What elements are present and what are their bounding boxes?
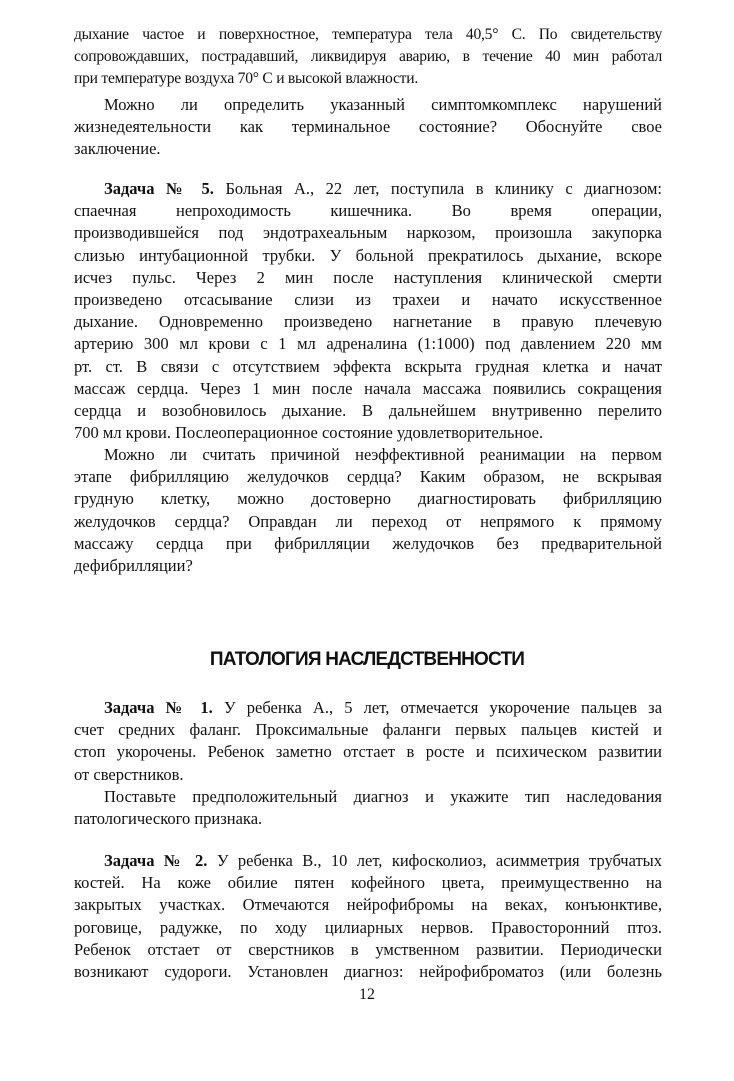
task-label: Задача № 1. (104, 698, 213, 717)
section-heading: ПАТОЛОГИЯ НАСЛЕДСТВЕННОСТИ (209, 649, 525, 670)
text-line: заключение. (74, 139, 161, 159)
task-1 (74, 697, 662, 786)
text-line: исчез пульс. Через 2 мин после наступления клинической смерти (74, 267, 662, 287)
paragraph-question (74, 94, 662, 161)
text-line: Можно ли определить указанный симптомкомплекс нарушений (104, 95, 662, 114)
text-line: закрытых участках. Отмечаются нейрофибромы на веках, конъюнктиве, (74, 895, 662, 915)
text-line: массажу сердца при фибрилляции желудочков без предварительной (74, 533, 662, 553)
text-line: 700 мл крови. Послеоперационное состояние удовлетворительное. (74, 423, 544, 443)
text-line: счет средних фаланг. Проксимальные фаланги первых пальцев кистей и (74, 720, 662, 740)
task-label: Задача № 5. (104, 179, 214, 198)
task-text: У ребенка А., 5 лет, отмечается укорочение пальцев за (223, 698, 663, 717)
text-line: возникают судороги. Установлен диагноз: нейрофиброматоз (или болезнь (74, 962, 662, 982)
text-line: желудочков сердца? Оправдан ли переход от непрямого к прямому (74, 511, 662, 531)
text-line: роговице, радужке, по ходу цилиарных нервов. Правосторонний птоз. (74, 917, 662, 937)
text-line: этапе фибрилляцию желудочков сердца? Каким образом, не вскрывая (74, 467, 662, 487)
text-line: при температуре воздуха 70° С и высокой влажности. (74, 70, 418, 88)
text-line: Можно ли считать причиной неэффективной реанимации на первом (104, 445, 662, 464)
task-1-question (74, 786, 662, 830)
text-line: стоп укорочены. Ребенок заметно отстает в росте и психическом развитии (74, 742, 662, 762)
task-5-question (74, 444, 662, 577)
text-line: произведено отсасывание слизи из трахеи и начато искусственное (74, 290, 662, 310)
text-line: патологического признака. (74, 809, 263, 829)
text-line: от сверстников. (74, 764, 184, 784)
text-line: производившейся под эндотрахеальным наркозом, произошла закупорка (74, 223, 662, 243)
text-line (74, 850, 662, 872)
task-text: У ребенка В., 10 лет, кифосколиоз, асимметрия трубчатых (216, 851, 663, 870)
text-line: Ребенок отстает от сверстников в умственном развитии. Периодически (74, 939, 662, 959)
text-line: грудную клетку, можно достоверно диагностировать фибрилляцию (74, 489, 662, 509)
text-line: костей. На коже обилие пятен кофейного цвета, преимущественно на (74, 873, 662, 893)
text-line (74, 697, 662, 719)
text-line: артерию 300 мл крови с 1 мл адреналина (1:1000) под давлением 220 мм (74, 334, 662, 354)
text-line: дыхание. Одновременно произведено нагнетание в правую плечевую (74, 312, 662, 332)
text-line: рт. ст. В связи с отсутствием эффекта вскрыта грудная клетка и начат (74, 356, 662, 376)
page-number: 12 (359, 986, 375, 1003)
paragraph-continuation (74, 24, 662, 91)
task-label: Задача № 2. (104, 851, 208, 870)
text-line: дыхание частое и поверхностное, температура тела 40,5° С. По свидетельству (74, 26, 662, 43)
text-line: жизнедеятельности как терминальное состояние? Обоснуйте свое (74, 117, 662, 137)
task-text: Больная А., 22 лет, поступила в клинику с диагнозом: (225, 179, 662, 198)
text-line: спаечная непроходимость кишечника. Во время операции, (74, 201, 662, 221)
task-2 (74, 850, 662, 983)
task-5 (74, 178, 662, 444)
text-line: сопровождавших, пострадавший, ликвидируя аварию, в течение 40 мин работал (74, 48, 662, 66)
text-line: Поставьте предположительный диагноз и укажите тип наследования (104, 787, 662, 806)
text-line: сердца и возобновилось дыхание. В дальнейшем внутривенно перелито (74, 401, 662, 421)
text-line: слизью интубационной трубки. У больной прекратилось дыхание, вскоре (74, 245, 662, 265)
text-line (74, 178, 662, 200)
text-line: дефибрилляции? (74, 556, 193, 576)
text-line: массаж сердца. Через 1 мин после начала массажа появились сокращения (74, 378, 662, 398)
